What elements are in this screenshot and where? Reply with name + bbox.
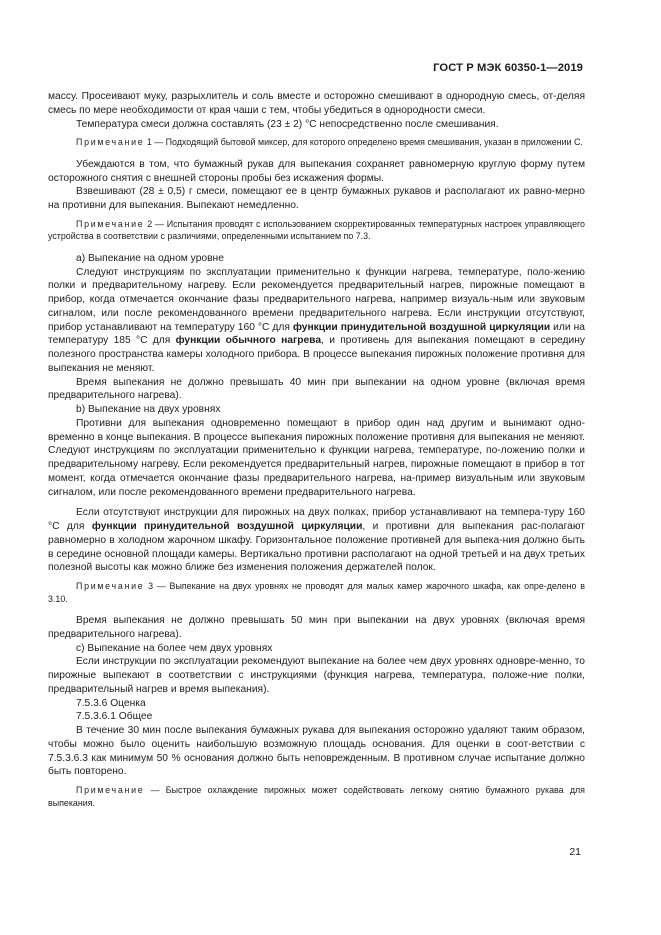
paragraph: В течение 30 мин после выпекания бумажных рукава для выпекания осторожно удаляют таким образом, чтобы можно было оценить наибольшую возможную площадь основания. Для оценки в соот-ветствии с 7.5.3.6.3 как минимум 50 % основания должно быть неповрежденным. В противном случае испытание должно быть повторено. bbox=[48, 725, 585, 778]
paragraph: Время выпекания не должно превышать 40 мин при выпекании на одном уровне (включая время предварительного нагрева). bbox=[48, 376, 585, 402]
note-4 bbox=[48, 784, 585, 809]
paragraph: Противни для выпекания одновременно помещают в прибор один над другим и вынимают одно-временно в конце выпекания. В процессе выпекания пирожных положение противня для выпекания не меняют. Следуют инструкциям по эксплуатации применительно к функции нагрева, температуре, по-ложению полки и предварительному нагреву. Если рекомендуется предварительный нагрев, пирожные помещают в прибор в тот момент, когда отмечается окончание фазы предварительного нагрева, на-пример визуальным или звуковым сигналом, или после рекомендованного времени предварительного нагрева. bbox=[48, 417, 585, 498]
text-run: Следуют инструкциям по эксплуатации применительно к функции нагрева, температуре, поло-жению полки и предварительному нагреву. Если рекомендуется предварительный нагрев, пирожные помещают в прибор, когда отмечается окончание фазы предварительного нагрева, например визуаль-ным или звуковым сигналом, или после рекомендованного времени предварительного нагрева. Если инструкции отсутствуют, прибор устанавливают на температуру 160 °С для bbox=[48, 266, 585, 333]
list-item-heading-a: a) Выпекание на одном уровне bbox=[76, 252, 224, 264]
note-label: Примечание bbox=[76, 785, 145, 795]
document-id-header: ГОСТ Р МЭК 60350-1—2019 bbox=[433, 62, 583, 74]
section-heading-75361: 7.5.3.6.1 Общее bbox=[76, 711, 153, 723]
paragraph: Если инструкции по эксплуатации рекомендуют выпекание на более чем двух уровнях одновре-менно, то пирожные выпекают в соответствии с инструкциями (функция нагрева, температура, положе-ние полки, предварительный нагрев и время выпекания). bbox=[48, 656, 585, 695]
text-run: , и противень для выпекания помещают в середину полезного пространства камеры холодного прибора. В процессе выпекания пирожных положение противня для выпекания не меняют. bbox=[48, 335, 586, 374]
paragraph: Время выпекания не должно превышать 50 мин при выпекании на двух уровнях (включая время предварительного нагрева). bbox=[48, 615, 585, 640]
section-heading-7536: 7.5.3.6 Оценка bbox=[76, 697, 146, 709]
page-number: 21 bbox=[569, 846, 581, 858]
list-item-heading-c: c) Выпекание на более чем двух уровнях bbox=[76, 642, 273, 654]
text-run: Если отсутствуют инструкции для пирожных на двух полках, прибор устанавливают на темпера-туру 160 °С для bbox=[48, 507, 585, 532]
note-label: Примечание bbox=[76, 137, 145, 148]
paragraph: Температура смеси должна составлять (23 ± 2) °С непосредственно после смешивания. bbox=[76, 118, 499, 130]
paragraph: Взвешивают (28 ± 0,5) г смеси, помещают ее в центр бумажных рукавов и располагают их равно-мерно на противни для выпекания. Выпекают немедленно. bbox=[48, 186, 585, 211]
list-item-heading-b: b) Выпекание на двух уровнях bbox=[76, 404, 221, 415]
paragraph: Убеждаются в том, что бумажный рукав для выпекания сохраняет равномерную круглую форму путем осторожного снятия с внешней стороны пробы без искажения формы. bbox=[48, 158, 585, 184]
document-body bbox=[48, 90, 585, 818]
note-3 bbox=[48, 580, 585, 605]
note-2 bbox=[48, 218, 585, 243]
defined-term: функции обычного нагрева bbox=[175, 335, 322, 347]
note-text: 2 — Испытания проводят с использованием скорректированных температурных настроек управляющего устройства в соответствии с различиями, определенными испытанием по 7.3. bbox=[48, 218, 585, 242]
note-text: 3 — Выпекание на двух уровнях не проводят для малых камер жарочного шкафа, как опре-делено в 3.10. bbox=[48, 581, 585, 604]
paragraph bbox=[48, 266, 585, 376]
note-text: — Быстрое охлаждение пирожных может содействовать легкому снятию бумажного рукава для выпекания. bbox=[48, 785, 585, 808]
note-text: 1 — Подходящий бытовой миксер, для которого определено время смешивания, указан в приложении С. bbox=[144, 137, 583, 148]
text-run: или на температуру 185 °С для bbox=[48, 321, 585, 347]
defined-term: функции принудительной воздушной циркуляции bbox=[91, 521, 363, 532]
paragraph bbox=[48, 506, 585, 575]
spacer bbox=[48, 499, 585, 506]
defined-term: функции принудительной воздушной циркуляции bbox=[292, 321, 551, 333]
note-1 bbox=[48, 136, 585, 149]
note-label: Примечание bbox=[76, 581, 145, 591]
note-label: Примечание bbox=[76, 218, 145, 229]
paragraph: массу. Просеивают муку, разрыхлитель и соль вместе и осторожно смешивают в однородную смесь, от-деляя смесь по мере необходимости от края чаши с тем, чтобы убедиться в однородности смеси. bbox=[48, 91, 585, 116]
text-run: , и противни для выпекания рас-полагают равномерно в холодном жарочном шкафу. Горизонтальное положение противней для выпека-ния должно быть в середине основной площади камеры. Вертикально противни располагают на одной третьей и на двух третьих полезной высоты как можно ближе без изменения положения держателей полок. bbox=[48, 521, 585, 574]
